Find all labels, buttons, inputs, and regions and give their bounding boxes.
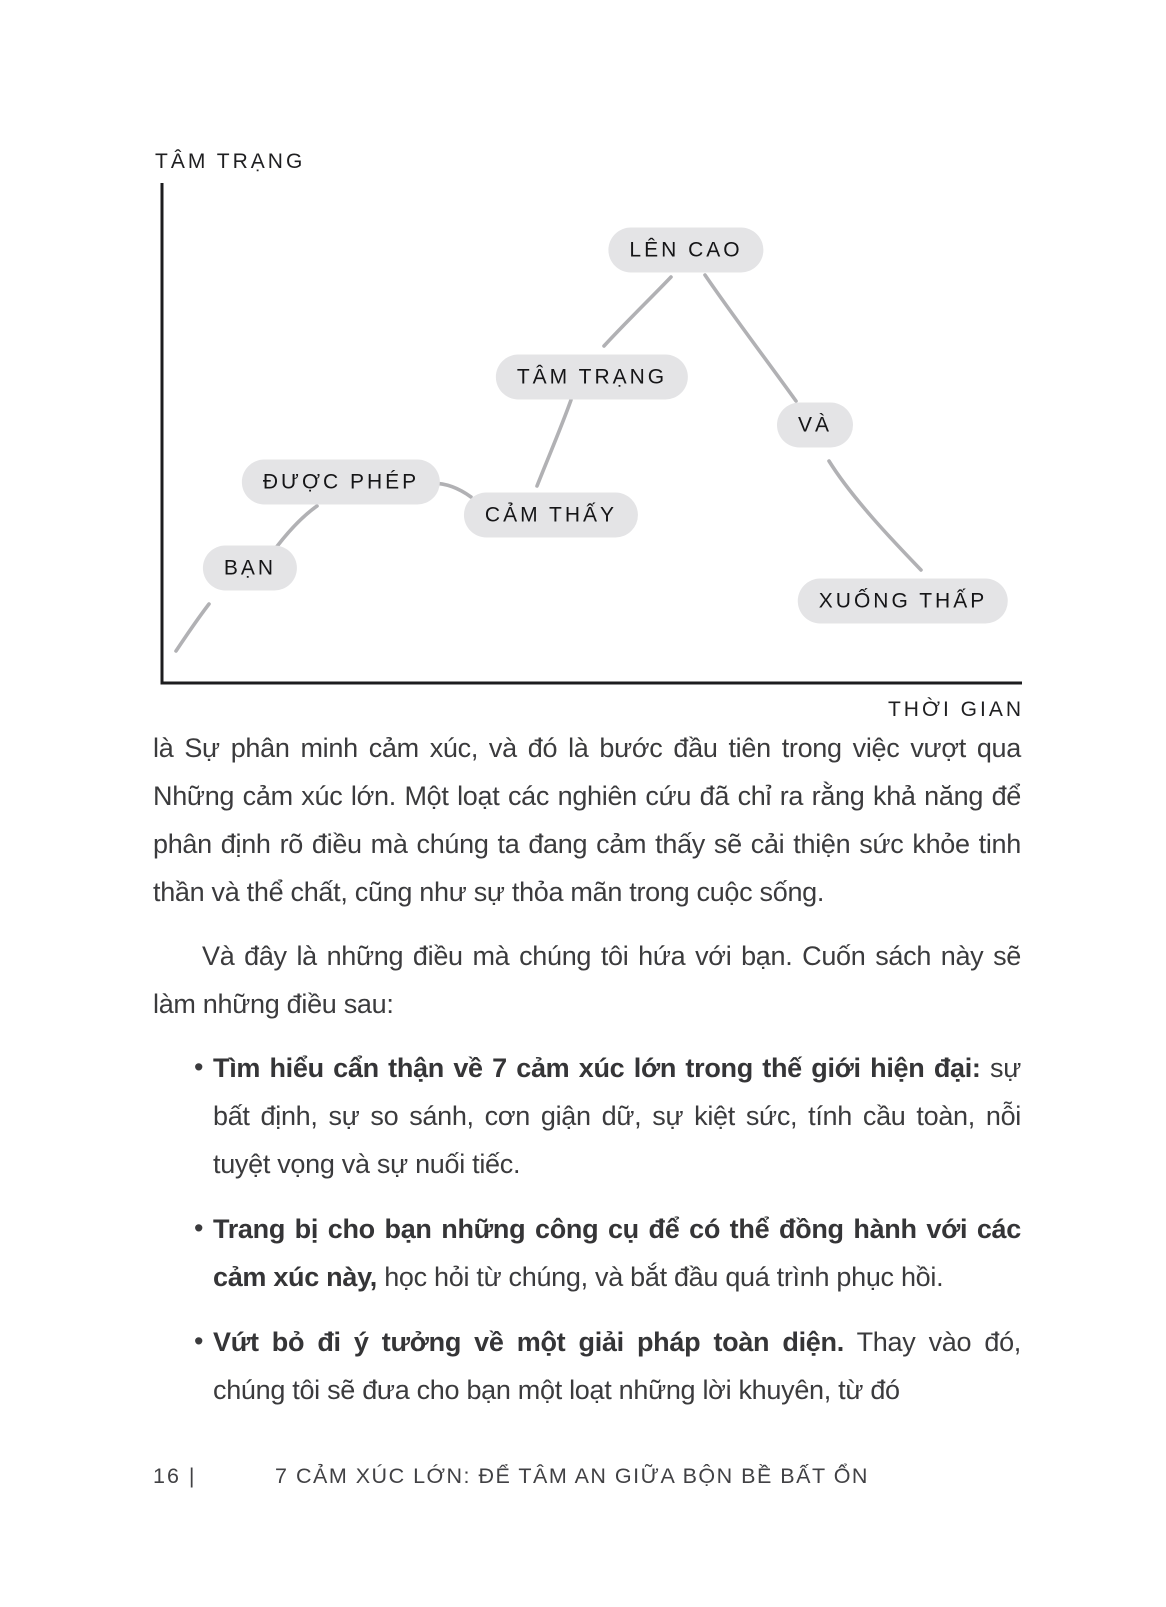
bullet-bold-text: Vứt bỏ đi ý tưởng về một giải pháp toàn diện. bbox=[213, 1327, 844, 1357]
promise-list bbox=[153, 1044, 1021, 1414]
bullet-bold-text: Trang bị cho bạn những công cụ để có thể đồng hành với các cảm xúc này, bbox=[213, 1214, 1021, 1292]
chart-node-tam-trang: TÂM TRẠNG bbox=[496, 355, 688, 400]
mood-curve-segment bbox=[537, 400, 571, 486]
list-item bbox=[153, 1318, 1021, 1414]
bullet-normal-text: sự bất định, sự so sánh, cơn giận dữ, sự kiệt sức, tính cầu toàn, nỗi tuyệt vọng và sự nuối tiếc. bbox=[213, 1053, 1021, 1179]
bullet-normal-text: học hỏi từ chúng, và bắt đầu quá trình phục hồi. bbox=[377, 1262, 944, 1292]
mood-curve-segment bbox=[176, 604, 209, 651]
mood-curve-segment bbox=[604, 277, 671, 346]
mood-curve-segment bbox=[705, 275, 796, 401]
running-title: 7 CẢM XÚC LỚN: ĐỂ TÂM AN GIỮA BỘN BỀ BẤT ỔN bbox=[275, 1464, 869, 1488]
chart-node-cam-thay: CẢM THẤY bbox=[464, 493, 638, 538]
paragraph: Và đây là những điều mà chúng tôi hứa với bạn. Cuốn sách này sẽ làm những điều sau: bbox=[153, 941, 1021, 1019]
chart-node-ban: BẠN bbox=[203, 546, 297, 591]
page-number-separator: | bbox=[188, 1464, 197, 1488]
chart-node-va: VÀ bbox=[777, 403, 853, 448]
mood-curve-segment bbox=[829, 461, 921, 570]
chart-node-xuong-thap: XUỐNG THẤP bbox=[798, 579, 1008, 624]
chart-node-len-cao: LÊN CAO bbox=[608, 228, 763, 273]
bullet-marker: • bbox=[194, 1326, 204, 1356]
page-footer bbox=[153, 1464, 1021, 1496]
bullet-marker: • bbox=[194, 1213, 204, 1243]
x-axis-label: THỜI GIAN bbox=[887, 698, 1024, 721]
page-number-value: 16 bbox=[153, 1464, 181, 1488]
body-text bbox=[153, 724, 1021, 1431]
bullet-bold-text: Tìm hiểu cẩn thận về 7 cảm xúc lớn trong thế giới hiện đại: bbox=[213, 1053, 981, 1083]
chart-node-duoc-phep: ĐƯỢC PHÉP bbox=[242, 460, 440, 505]
paragraph: là Sự phân minh cảm xúc, và đó là bước đầu tiên trong việc vượt qua Những cảm xúc lớn. Một loạt các nghiên cứu đã chỉ ra rằng khả năng để phân định rõ điều mà chúng ta đang cảm thấy sẽ cải thiện sức khỏe tinh thần và thể chất, cũng như sự thỏa mãn trong cuộc sống. bbox=[153, 733, 1021, 907]
list-item bbox=[153, 1205, 1021, 1301]
bullet-normal-text: Thay vào đó, chúng tôi sẽ đưa cho bạn một loạt những lời khuyên, từ đó bbox=[213, 1327, 1021, 1405]
bullet-marker: • bbox=[194, 1052, 204, 1082]
list-item bbox=[153, 1044, 1021, 1188]
y-axis-label: TÂM TRẠNG bbox=[155, 150, 306, 173]
mood-chart bbox=[0, 0, 1166, 740]
